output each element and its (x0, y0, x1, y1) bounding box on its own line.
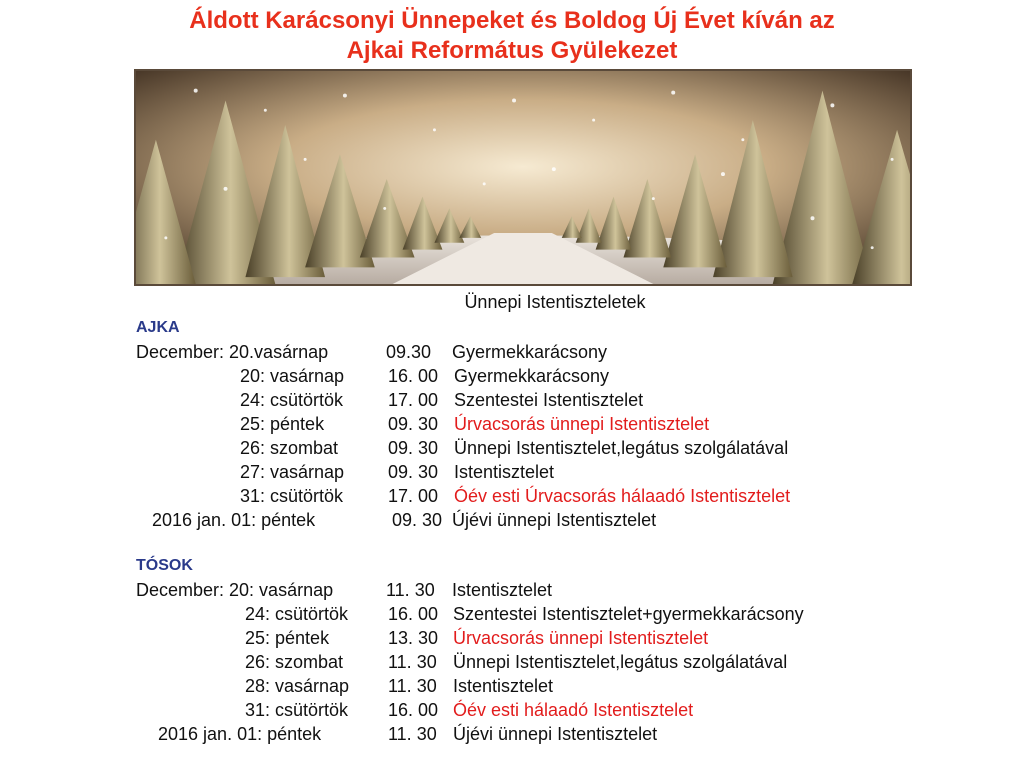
schedule-time: 09. 30 (392, 510, 443, 530)
schedule-day: 31: csütörtök (245, 700, 349, 720)
services-subtitle: Ünnepi Istentiszteletek (464, 292, 646, 312)
snowy-christmas-trees-image (134, 69, 912, 286)
schedule-day: December: 20: vasárnap (136, 580, 334, 600)
schedule-day: 25: péntek (245, 628, 330, 648)
schedule-event: Úrvacsorás ünnepi Istentisztelet (454, 414, 710, 434)
schedule-day: 26: szombat (245, 652, 344, 672)
schedule-event: Istentisztelet (453, 676, 554, 696)
schedule-time: 11. 30 (388, 724, 437, 744)
schedule-event: Újévi ünnepi Istentisztelet (452, 510, 657, 530)
schedule-time: 09. 30 (388, 414, 439, 434)
schedule-day: 27: vasárnap (240, 462, 345, 482)
section-heading-tosok: TÓSOK (136, 557, 193, 574)
schedule-day: 2016 jan. 01: péntek (152, 510, 316, 530)
schedule-day: 26: szombat (240, 438, 339, 458)
schedule-event: Istentisztelet (454, 462, 555, 482)
schedule-time: 16. 00 (388, 366, 439, 386)
schedule-time: 13. 30 (388, 628, 439, 648)
greeting-title-line-2: Ajkai Református Gyülekezet (346, 37, 678, 64)
schedule-time: 17. 00 (388, 486, 439, 506)
schedule-time: 11. 30 (388, 676, 437, 696)
schedule-event: Istentisztelet (452, 580, 553, 600)
schedule-event: Úrvacsorás ünnepi Istentisztelet (453, 628, 709, 648)
schedule-time: 09. 30 (388, 438, 439, 458)
schedule-day: 25: péntek (240, 414, 325, 434)
schedule-event: Óév esti hálaadó Istentisztelet (453, 700, 694, 720)
schedule-event: Óév esti Úrvacsorás hálaadó Istentisztelet (454, 486, 791, 506)
schedule-day: 31: csütörtök (240, 486, 344, 506)
schedule-day: 24: csütörtök (245, 604, 349, 624)
schedule-day: 28: vasárnap (245, 676, 350, 696)
schedule-time: 11. 30 (386, 580, 435, 600)
schedule-day: 2016 jan. 01: péntek (158, 724, 322, 744)
schedule-event: Gyermekkarácsony (452, 342, 608, 362)
schedule-day: December: 20.vasárnap (136, 342, 329, 362)
greeting-title-line-1: Áldott Karácsonyi Ünnepeket és Boldog Új Évet kíván az (189, 7, 835, 34)
schedule-event: Szentestei Istentisztelet (454, 390, 644, 410)
schedule-event: Ünnepi Istentisztelet,legátus szolgálatával (453, 652, 788, 672)
schedule-event: Ünnepi Istentisztelet,legátus szolgálatával (454, 438, 789, 458)
schedule-time: 16. 00 (388, 604, 439, 624)
schedule-time: 17. 00 (388, 390, 439, 410)
schedule-event: Gyermekkarácsony (454, 366, 610, 386)
snowy-forest-illustration (136, 71, 910, 284)
schedule-time: 09.30 (386, 342, 432, 362)
schedule-event: Újévi ünnepi Istentisztelet (453, 724, 658, 744)
schedule-event: Szentestei Istentisztelet+gyermekkarácsony (453, 604, 804, 624)
section-heading-ajka: AJKA (136, 319, 180, 336)
schedule-day: 24: csütörtök (240, 390, 344, 410)
schedule-time: 16. 00 (388, 700, 439, 720)
schedule-time: 09. 30 (388, 462, 439, 482)
schedule-time: 11. 30 (388, 652, 437, 672)
schedule-day: 20: vasárnap (240, 366, 345, 386)
